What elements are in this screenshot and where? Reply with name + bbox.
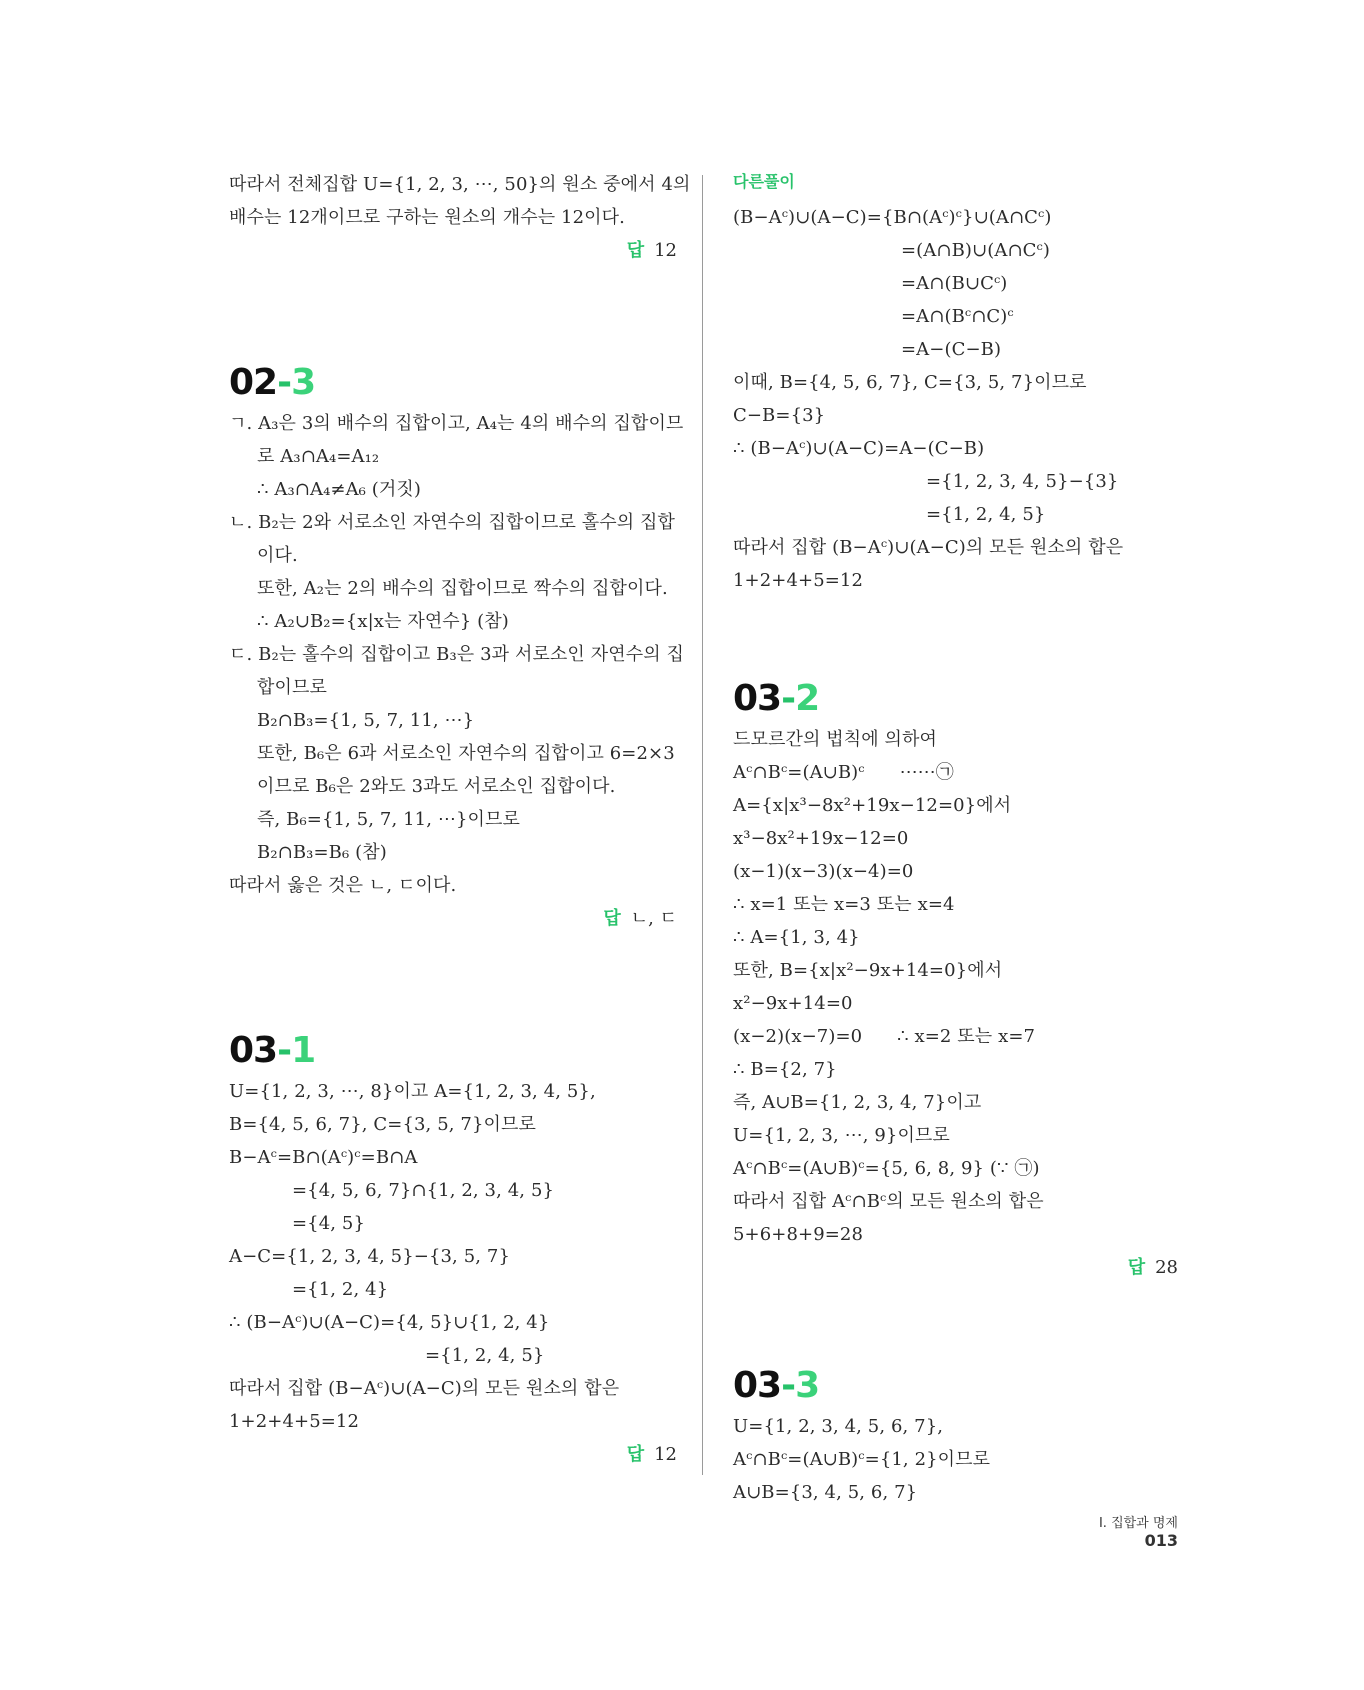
heading-number: 03 (229, 1030, 278, 1071)
text-line: ={1, 2, 3, 4, 5}−{3} (926, 471, 1119, 492)
answer-line (733, 1251, 1178, 1284)
text-line: A∪B={3, 4, 5, 6, 7} (733, 1482, 918, 1503)
heading-number: 02 (229, 362, 278, 403)
text-line: 드모르간의 법칙에 의하여 (733, 729, 938, 750)
text-line: 로 A₃∩A₄=A₁₂ (257, 446, 380, 467)
alternative-solution-label: 다른풀이 (733, 172, 795, 191)
text-line: 따라서 집합 (B−Aᶜ)∪(A−C)의 모든 원소의 합은 (229, 1378, 620, 1399)
text-line: 1+2+4+5=12 (229, 1411, 360, 1432)
text-line: ={4, 5, 6, 7}∩{1, 2, 3, 4, 5} (292, 1180, 555, 1201)
text-line: C−B={3} (733, 405, 826, 426)
page-footer (1060, 1512, 1178, 1550)
answer-mark: 답 (603, 908, 621, 929)
text-line: =(A∩B)∪(A∩Cᶜ) (901, 240, 1050, 261)
text-line: ∴ B={2, 7} (733, 1059, 837, 1080)
text-line: 따라서 집합 Aᶜ∩Bᶜ의 모든 원소의 합은 (733, 1191, 1044, 1212)
text-line: A={x|x³−8x²+19x−12=0}에서 (733, 795, 1012, 816)
text-line: 즉, B₆={1, 5, 7, 11, ⋯}이므로 (257, 809, 520, 830)
text-line: ∴ x=1 또는 x=3 또는 x=4 (733, 894, 955, 915)
text-line: x³−8x²+19x−12=0 (733, 828, 909, 849)
text-line: (x−1)(x−3)(x−4)=0 (733, 861, 914, 882)
text-line: 따라서 옳은 것은 ㄴ, ㄷ이다. (229, 875, 457, 896)
text-line: 이다. (257, 545, 298, 566)
answer-mark: 답 (1127, 1257, 1146, 1278)
text-line: =A∩(B∪Cᶜ) (901, 273, 1008, 294)
answer-mark: 답 (626, 1444, 645, 1465)
left-column (229, 168, 691, 1471)
text-line: B₂∩B₃=B₆ (참) (257, 842, 387, 863)
text-line: U={1, 2, 3, ⋯, 8}이고 A={1, 2, 3, 4, 5}, (229, 1081, 596, 1102)
text-line: =A∩(Bᶜ∩C)ᶜ (901, 306, 1014, 327)
heading-sub: 2 (795, 678, 820, 719)
text-line: 또한, B={x|x²−9x+14=0}에서 (733, 960, 1003, 981)
text-line: ={1, 2, 4} (292, 1279, 389, 1300)
column-divider (702, 175, 703, 1475)
text-line: (x−2)(x−7)=0 ∴ x=2 또는 x=7 (733, 1026, 1036, 1047)
text-line: U={1, 2, 3, ⋯, 9}이므로 (733, 1125, 950, 1146)
text-line: ㄱ. A₃은 3의 배수의 집합이고, A₄는 4의 배수의 집합이므 (229, 413, 684, 434)
text-line: B₂∩B₃={1, 5, 7, 11, ⋯} (257, 710, 475, 731)
answer-line (229, 1438, 677, 1471)
heading-number: 03 (733, 678, 782, 719)
answer-value: 12 (654, 240, 677, 261)
text-line: ∴ A={1, 3, 4} (733, 927, 860, 948)
text-line: 이때, B={4, 5, 6, 7}, C={3, 5, 7}이므로 (733, 372, 1087, 393)
text-line: ∴ A₂∪B₂={x|x는 자연수} (참) (257, 611, 509, 632)
text-line: Aᶜ∩Bᶜ=(A∪B)ᶜ={5, 6, 8, 9} (∵ ㉠) (733, 1158, 1040, 1179)
text-line: (B−Aᶜ)∪(A−C)={B∩(Aᶜ)ᶜ}∪(A∩Cᶜ) (733, 207, 1052, 228)
text-line: x²−9x+14=0 (733, 993, 853, 1014)
text-line: 따라서 전체집합 U={1, 2, 3, ⋯, 50}의 원소 중에서 4의 (229, 174, 691, 195)
text-line: ∴ A₃∩A₄≠A₆ (거짓) (257, 479, 422, 500)
heading-number: 03 (733, 1365, 782, 1406)
answer-value: ㄴ, ㄷ (630, 908, 677, 929)
answer-line (229, 234, 677, 267)
answer-line (229, 902, 677, 935)
text-line: Aᶜ∩Bᶜ=(A∪B)ᶜ={1, 2}이므로 (733, 1449, 991, 1470)
heading-sub: 3 (291, 362, 316, 403)
text-line: Aᶜ∩Bᶜ=(A∪B)ᶜ ⋯⋯㉠ (733, 762, 954, 783)
text-line: 5+6+8+9=28 (733, 1224, 864, 1245)
answer-value: 28 (1155, 1257, 1178, 1278)
answer-value: 12 (654, 1444, 677, 1465)
text-line: A−C={1, 2, 3, 4, 5}−{3, 5, 7} (229, 1246, 511, 1267)
text-line: ㄴ. B₂는 2와 서로소인 자연수의 집합이므로 홀수의 집합 (229, 512, 676, 533)
heading-sub: 1 (291, 1030, 316, 1071)
text-line: ={4, 5} (292, 1213, 366, 1234)
heading-sub: 3 (795, 1365, 820, 1406)
text-line: B={4, 5, 6, 7}, C={3, 5, 7}이므로 (229, 1114, 536, 1135)
right-column (733, 168, 1178, 1509)
text-line: 또한, A₂는 2의 배수의 집합이므로 짝수의 집합이다. (257, 578, 668, 599)
text-line: 즉, A∪B={1, 2, 3, 4, 7}이고 (733, 1092, 982, 1113)
text-line: ={1, 2, 4, 5} (926, 504, 1046, 525)
text-line: ∴ (B−Aᶜ)∪(A−C)={4, 5}∪{1, 2, 4} (229, 1312, 550, 1333)
problem-heading-03-2: 03-2 (733, 678, 820, 719)
problem-heading-03-3: 03-3 (733, 1365, 820, 1406)
text-line: 이므로 B₆은 2와도 3과도 서로소인 집합이다. (257, 776, 616, 797)
problem-heading-03-1: 03-1 (229, 1030, 316, 1071)
text-line: =A−(C−B) (901, 339, 1002, 360)
page-number: 013 (1144, 1531, 1178, 1550)
text-line: ㄷ. B₂는 홀수의 집합이고 B₃은 3과 서로소인 자연수의 집 (229, 644, 684, 665)
text-line: 합이므로 (257, 677, 327, 698)
text-line: U={1, 2, 3, 4, 5, 6, 7}, (733, 1416, 944, 1437)
text-line: ∴ (B−Aᶜ)∪(A−C)=A−(C−B) (733, 438, 985, 459)
text-line: B−Aᶜ=B∩(Aᶜ)ᶜ=B∩A (229, 1147, 418, 1168)
text-line: ={1, 2, 4, 5} (425, 1345, 545, 1366)
section-title: I. 집합과 명제 (1098, 1516, 1178, 1531)
text-line: 배수는 12개이므로 구하는 원소의 개수는 12이다. (229, 207, 625, 228)
text-line: 또한, B₆은 6과 서로소인 자연수의 집합이고 6=2×3 (257, 743, 675, 764)
text-line: 1+2+4+5=12 (733, 570, 864, 591)
text-line: 따라서 집합 (B−Aᶜ)∪(A−C)의 모든 원소의 합은 (733, 537, 1124, 558)
problem-heading-02-3: 02-3 (229, 362, 316, 403)
answer-mark: 답 (626, 240, 645, 261)
